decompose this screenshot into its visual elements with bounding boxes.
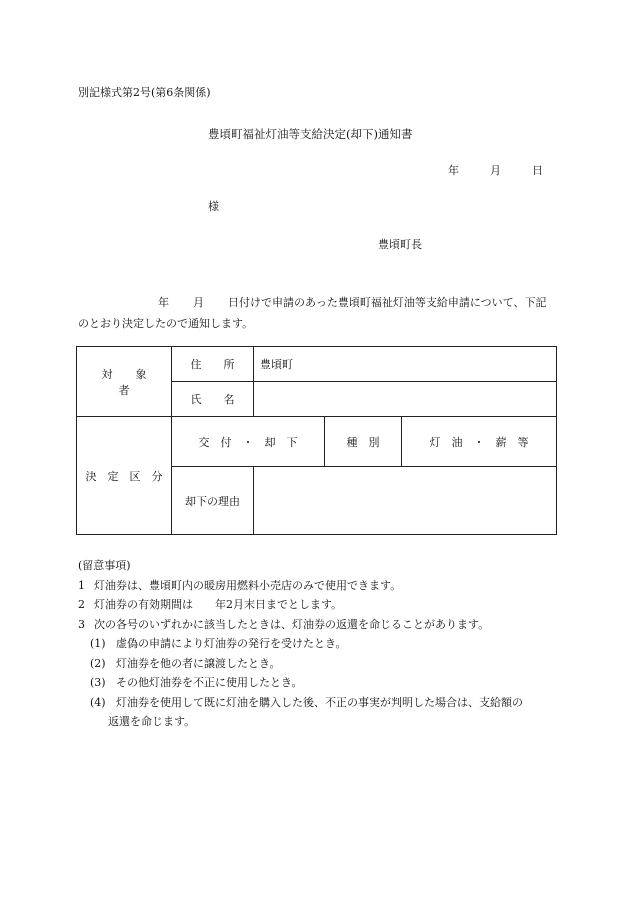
- note-sub-item: [78, 654, 558, 674]
- addressee-suffix: 様: [208, 200, 219, 213]
- note-number: 1: [78, 578, 85, 592]
- note-sub-item: [78, 673, 558, 693]
- name-label: 氏 名: [172, 382, 254, 417]
- target-person-label: [77, 347, 172, 417]
- date-day: 日: [532, 164, 543, 177]
- target-char-3: 者: [118, 383, 130, 397]
- body-month: 月: [193, 296, 204, 309]
- sub-item-number: (4): [90, 695, 106, 709]
- name-value: [254, 382, 557, 417]
- target-char-1: 対: [101, 367, 113, 381]
- sub-item-number: (3): [90, 676, 106, 689]
- type-options: 灯 油 ・ 薪 等: [402, 417, 557, 467]
- date-month: 月: [490, 164, 501, 177]
- rejection-reason-label: 却下の理由: [172, 467, 254, 535]
- note-number: 3: [78, 617, 85, 631]
- sub-item-text: その他灯油券を不正に使用したとき。: [116, 676, 303, 689]
- type-label: 種 別: [325, 417, 402, 467]
- sub-item-number: (2): [90, 656, 106, 670]
- note-item: [78, 595, 558, 615]
- decision-table: [76, 346, 557, 535]
- sub-item-number: (1): [90, 637, 106, 650]
- issuer-name: 豊頃町長: [378, 238, 422, 251]
- notes-section: [78, 556, 558, 732]
- decision-char-3: 区: [129, 469, 141, 483]
- address-value: 豊頃町: [254, 347, 557, 382]
- decision-options: 交 付 ・ 却 下: [172, 417, 325, 467]
- address-label: 住 所: [172, 347, 254, 382]
- decision-category-label: [77, 417, 172, 535]
- date-year: 年: [448, 164, 459, 177]
- note-sub-item: [78, 693, 558, 713]
- body-text-line2: のとおり決定したので通知します。: [78, 317, 254, 330]
- document-title: 豊頃町福祉灯油等支給決定(却下)通知書: [208, 127, 413, 141]
- issue-date: [448, 162, 543, 178]
- note-number: 2: [78, 598, 85, 611]
- notes-heading: (留意事項): [78, 559, 131, 572]
- decision-char-4: 分: [151, 469, 163, 483]
- decision-char-2: 定: [107, 469, 119, 483]
- decision-char-1: 決: [85, 469, 97, 483]
- sub-item-text: 灯油券を使用して既に灯油を購入した後、不正の事実が判明した場合は、支給額の: [116, 695, 523, 709]
- note-sub-item: [78, 634, 558, 654]
- sub-item-text: 灯油券を他の者に譲渡したとき。: [116, 656, 281, 670]
- rejection-reason-value: [254, 467, 557, 535]
- note-sub-item-continuation: 返還を命じます。: [108, 715, 196, 728]
- note-text: 次の各号のいずれかに該当したときは、灯油券の返還を命じることがあります。: [94, 617, 490, 631]
- body-year: 年: [158, 296, 169, 309]
- note-item: [78, 615, 558, 635]
- note-item: [78, 576, 558, 596]
- form-number: 別記様式第2号(第6条関係): [78, 86, 211, 99]
- target-char-2: 象: [135, 367, 147, 381]
- note-text: 灯油券は、豊頃町内の暖房用燃料小売店のみで使用できます。: [94, 578, 402, 592]
- sub-item-text: 虚偽の申請により灯油券の発行を受けたとき。: [116, 637, 347, 650]
- body-text-line1: 日付けで申請のあった豊頃町福祉灯油等支給申請について、下記: [228, 296, 547, 309]
- body-paragraph: [78, 292, 556, 334]
- note-text: 灯油券の有効期間は 年2月末日までとします。: [94, 598, 343, 611]
